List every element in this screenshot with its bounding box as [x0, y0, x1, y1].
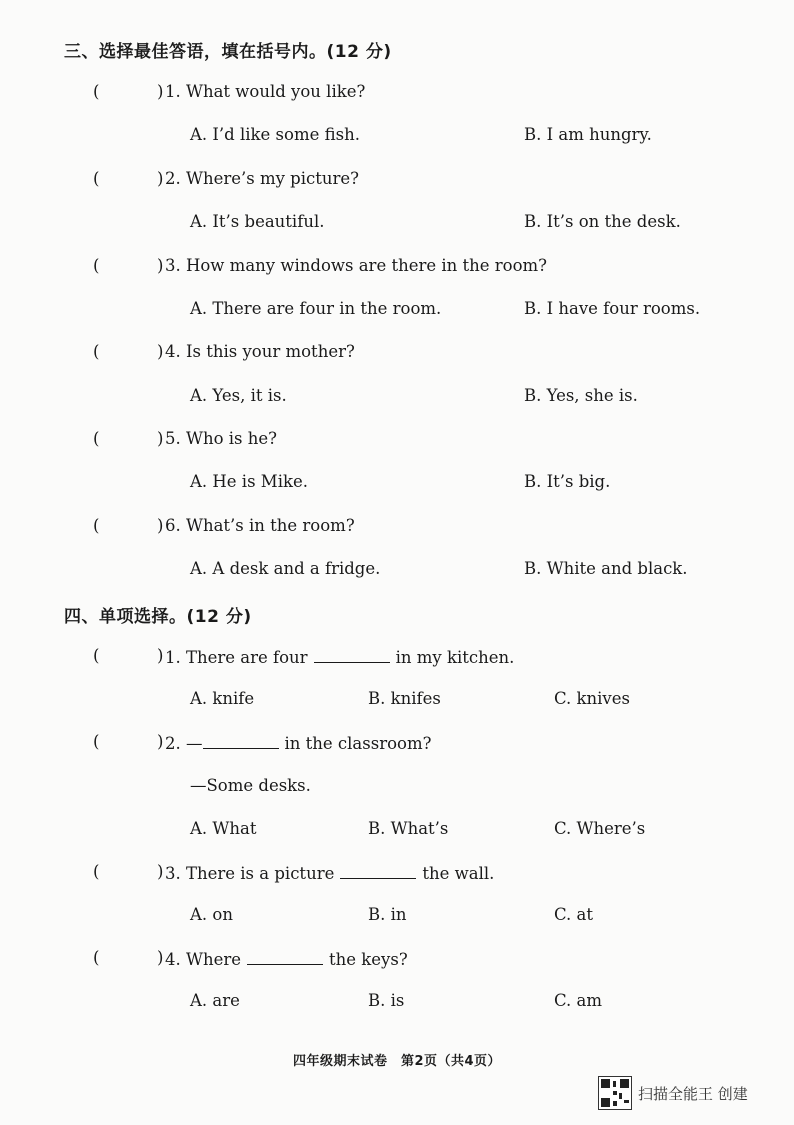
- answer-paren-open: (: [93, 169, 100, 188]
- question-text: 1. What would you like?: [165, 82, 366, 101]
- question-text-post: in the classroom?: [284, 734, 432, 753]
- s3-q4-option-a: A. Yes, it is.: [190, 386, 287, 405]
- s4-q2-option-b: B. What’s: [368, 819, 449, 838]
- fill-blank: [314, 646, 390, 663]
- question-text: 4. Is this your mother?: [165, 342, 355, 361]
- question-text: [165, 862, 494, 883]
- question-text: [165, 948, 408, 969]
- question-text-pre: 2. —: [165, 734, 203, 753]
- answer-paren-close: ): [157, 862, 164, 881]
- s4-q4-option-b: B. is: [368, 991, 405, 1010]
- s4-q3-option-a: A. on: [190, 905, 233, 924]
- watermark-text: 扫描全能王 创建: [638, 1084, 748, 1103]
- answer-paren-close: ): [157, 82, 164, 101]
- s3-q1-option-b: B. I am hungry.: [524, 125, 652, 144]
- answer-paren-close: ): [157, 646, 164, 665]
- scanner-watermark: [598, 1076, 748, 1110]
- question-text: 5. Who is he?: [165, 429, 277, 448]
- fill-blank: [203, 732, 279, 749]
- answer-paren-open: (: [93, 516, 100, 535]
- section-4-title: 四、单项选择。(12 分): [64, 607, 252, 627]
- answer-paren-open: (: [93, 342, 100, 361]
- question-text: [165, 732, 431, 753]
- question-text-pre: 3. There is a picture: [165, 864, 335, 883]
- question-text: 2. Where’s my picture?: [165, 169, 359, 188]
- answer-paren-close: ): [157, 342, 164, 361]
- s4-q3-option-c: C. at: [554, 905, 593, 924]
- s3-q5-option-b: B. It’s big.: [524, 472, 611, 491]
- s3-q1-option-a: A. I’d like some fish.: [190, 125, 360, 144]
- s4-q1-option-a: A. knife: [190, 689, 255, 708]
- s3-q3-option-a: A. There are four in the room.: [190, 299, 442, 318]
- question-text-post: the wall.: [422, 864, 495, 883]
- answer-paren-open: (: [93, 948, 100, 967]
- s4-q2-option-c: C. Where’s: [554, 819, 646, 838]
- answer-paren-close: ): [157, 516, 164, 535]
- answer-paren-open: (: [93, 256, 100, 275]
- question-text-pre: 4. Where: [165, 950, 241, 969]
- answer-paren-close: ): [157, 169, 164, 188]
- answer-paren-open: (: [93, 646, 100, 665]
- s3-q2-option-a: A. It’s beautiful.: [190, 212, 325, 231]
- answer-paren-open: (: [93, 732, 100, 751]
- s3-q6-option-b: B. White and black.: [524, 559, 688, 578]
- answer-paren-open: (: [93, 862, 100, 881]
- question-text-post: in my kitchen.: [395, 648, 515, 667]
- question-text-post: the keys?: [329, 950, 408, 969]
- s4-q4-option-a: A. are: [190, 991, 240, 1010]
- question-text: 3. How many windows are there in the room?: [165, 256, 548, 275]
- qr-code-icon: [598, 1076, 632, 1110]
- s3-q3-option-b: B. I have four rooms.: [524, 299, 701, 318]
- page-footer: 四年级期末试卷 第2页（共4页）: [292, 1054, 502, 1069]
- s4-q3-option-b: B. in: [368, 905, 407, 924]
- section-3-title: 三、选择最佳答语，填在括号内。(12 分): [64, 42, 392, 62]
- question-text: 6. What’s in the room?: [165, 516, 355, 535]
- question-text: [165, 646, 514, 667]
- s3-q2-option-b: B. It’s on the desk.: [524, 212, 681, 231]
- answer-paren-close: ): [157, 256, 164, 275]
- question-text-pre: 1. There are four: [165, 648, 308, 667]
- s4-q2-option-a: A. What: [190, 819, 257, 838]
- s4-q1-option-b: B. knifes: [368, 689, 441, 708]
- answer-paren-close: ): [157, 429, 164, 448]
- s4-q4-option-c: C. am: [554, 991, 603, 1010]
- fill-blank: [340, 862, 416, 879]
- s4-q2-response: —Some desks.: [190, 776, 311, 795]
- answer-paren-open: (: [93, 429, 100, 448]
- s3-q5-option-a: A. He is Mike.: [190, 472, 308, 491]
- answer-paren-open: (: [93, 82, 100, 101]
- s4-q1-option-c: C. knives: [554, 689, 630, 708]
- s3-q4-option-b: B. Yes, she is.: [524, 386, 638, 405]
- s3-q6-option-a: A. A desk and a fridge.: [190, 559, 381, 578]
- fill-blank: [247, 948, 323, 965]
- answer-paren-close: ): [157, 948, 164, 967]
- answer-paren-close: ): [157, 732, 164, 751]
